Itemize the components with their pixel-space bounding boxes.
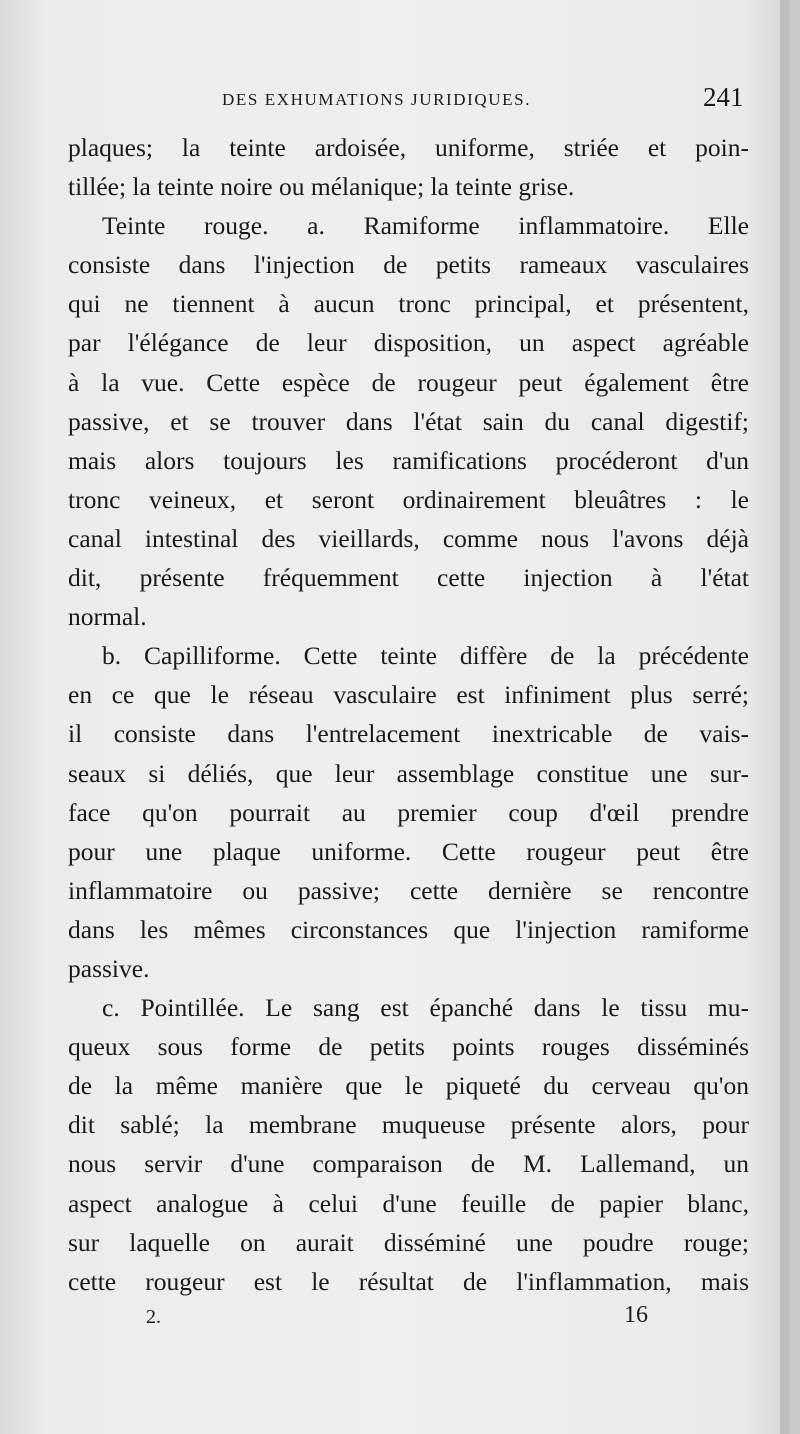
- page-number: 241: [703, 82, 744, 112]
- text-line: tillée; la teinte noire ou mélanique; la teinte grise.: [68, 172, 575, 202]
- text-line: passive, et se trouver dans l'état sain du canal digestif;: [68, 406, 749, 436]
- text-line: aspect analogue à celui d'une feuille de papier blanc,: [68, 1188, 749, 1218]
- text-line: pour une plaque uniforme. Cette rougeur peut être: [68, 836, 749, 866]
- text-line: canal intestinal des vieillards, comme nous l'avons déjà: [68, 523, 749, 553]
- text-line: à la vue. Cette espèce de rougeur peut également être: [68, 367, 749, 397]
- text-line: b. Capilliforme. Cette teinte diffère de la précédente: [102, 641, 749, 671]
- text-line: normal.: [68, 602, 147, 632]
- text-line: inflammatoire ou passive; cette dernière se rencontre: [68, 875, 749, 905]
- text-line: cette rougeur est le résultat de l'inflammation, mais: [68, 1266, 749, 1296]
- text-line: en ce que le réseau vasculaire est infiniment plus serré;: [68, 680, 749, 710]
- signature-mark: 2.: [146, 1306, 161, 1328]
- text-line: dit sablé; la membrane muqueuse présente alors, pour: [68, 1110, 749, 1140]
- page-footer: [0, 1302, 790, 1332]
- text-line: c. Pointillée. Le sang est épanché dans le tissu mu-: [102, 993, 749, 1023]
- text-line: il consiste dans l'entrelacement inextricable de vais-: [68, 719, 749, 749]
- running-head: [0, 82, 790, 112]
- text-line: dit, présente fréquemment cette injection à l'état: [68, 563, 749, 593]
- text-line: face qu'on pourrait au premier coup d'œil prendre: [68, 797, 749, 827]
- text-line: nous servir d'une comparaison de M. Lallemand, un: [68, 1149, 749, 1179]
- running-title: DES EXHUMATIONS JURIDIQUES.: [222, 90, 532, 109]
- text-line: de la même manière que le piqueté du cerveau qu'on: [68, 1071, 749, 1101]
- text-line: par l'élégance de leur disposition, un aspect agréable: [68, 328, 749, 358]
- text-line: dans les mêmes circonstances que l'injection ramiforme: [68, 914, 749, 944]
- text-line: mais alors toujours les ramifications procéderont d'un: [68, 445, 749, 475]
- text-line: queux sous forme de petits points rouges disséminés: [68, 1032, 749, 1062]
- page-edge: [780, 0, 790, 1434]
- text-line: seaux si déliés, que leur assemblage constitue une sur-: [68, 758, 749, 788]
- text-line: qui ne tiennent à aucun tronc principal, et présentent,: [68, 289, 749, 319]
- text-line: passive.: [68, 953, 150, 983]
- text-line: tronc veineux, et seront ordinairement bleuâtres : le: [68, 484, 749, 514]
- text-line: plaques; la teinte ardoisée, uniforme, striée et poin-: [68, 133, 749, 162]
- body-text: [68, 128, 749, 1301]
- text-line: consiste dans l'injection de petits rameaux vasculaires: [68, 250, 749, 280]
- text-line: sur laquelle on aurait disséminé une poudre rouge;: [68, 1227, 749, 1257]
- text-line: Teinte rouge. a. Ramiforme inflammatoire. Elle: [102, 211, 749, 241]
- gathering-number: 16: [624, 1302, 648, 1328]
